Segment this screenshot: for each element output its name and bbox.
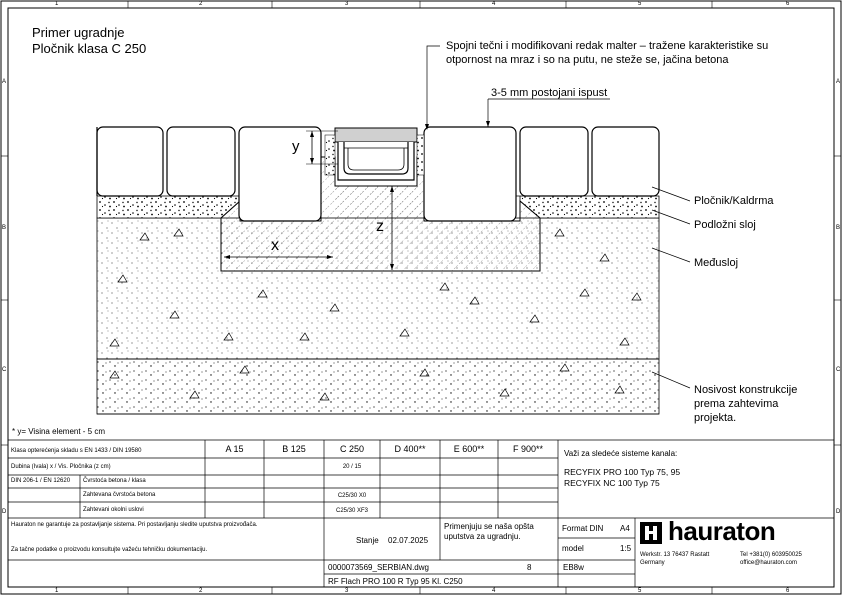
disclaimer-note-1: Hauraton ne garantuje za postavljanje sistema. Pri postavljanju sledite uputstva proizvođača. <box>11 522 258 528</box>
table-exposure-c250: C25/30 XF3 <box>335 508 369 514</box>
primenjuju-note: Primenjuju se naša opšta uputstva za ugradnju. <box>444 522 534 541</box>
table-class-d400: D 400** <box>394 444 426 454</box>
frame-row-label: B <box>2 225 7 231</box>
table-row-strength-label: Zahtevana čvrstoća betona <box>83 492 156 498</box>
title-line-2: Pločnik klasa C 250 <box>32 41 147 56</box>
frame-row-label: B <box>836 225 841 231</box>
table-row-exposure-label: Zahtevani okolni uslovi <box>83 507 144 513</box>
table-class-c250: C 250 <box>339 444 365 454</box>
stanje-value: 02.07.2025 <box>388 536 429 545</box>
table-dimension-c250: 20 / 15 <box>342 464 362 470</box>
frame-row-label: A <box>836 79 841 85</box>
frame-row-label: D <box>836 509 841 515</box>
table-row-din-sub: Čvrstoća betona / klasa <box>83 478 146 484</box>
table-row-load-class-label: Klasa opterećenja skladu s EN 1433 / DIN 19580 <box>11 448 142 454</box>
frame-row-label: C <box>2 367 7 373</box>
legend-bearing-line-2: prema zahtevima <box>694 398 779 410</box>
system-1: RECYFIX PRO 100 Typ 75, 95 <box>564 467 681 477</box>
frame-row-label: C <box>836 367 841 373</box>
frame-col-label: 5 <box>638 588 642 594</box>
frame-col-label: 4 <box>492 1 496 7</box>
table-class-f900: F 900** <box>512 444 544 454</box>
systems-title: Važi za sledeće sisteme kanala: <box>564 449 678 458</box>
company-address: Werkstr. 13 76437 Rastatt Germany <box>640 552 710 566</box>
model-value: 1:5 <box>620 544 632 553</box>
dimension-x-label: x <box>271 237 279 254</box>
frame-col-label: 6 <box>786 1 790 7</box>
legend-intermediate: Međusloj <box>694 257 739 269</box>
frame-row-label: D <box>2 509 7 515</box>
title-line-1: Primer ugradnje <box>32 25 125 40</box>
format-label: Format DIN <box>562 524 604 533</box>
brand-logo-text: hauraton <box>668 516 776 546</box>
disclaimer-note-2: Za tačne podatke o proizvodu konsultujte važeću tehničku dokumentaciju. <box>11 547 208 553</box>
drawing-description: RF Flach PRO 100 R Typ 95 Kl. C250 <box>328 577 463 586</box>
legend-bearing-line-1: Nosivost konstrukcije <box>694 384 798 396</box>
dimension-z-label: z <box>376 218 384 235</box>
drawing-code: EB8w <box>563 563 584 572</box>
table-class-b125: B 125 <box>282 444 306 454</box>
sheet-number: 8 <box>527 563 532 572</box>
frame-col-label: 3 <box>345 588 349 594</box>
hauraton-logo-icon <box>640 522 662 544</box>
company-contact: Tel +381(0) 603950025 office@hauraton.com <box>740 552 802 566</box>
frame-col-label: 6 <box>786 588 790 594</box>
table-row-din-label: DIN 206-1 / EN 12620 <box>11 478 71 484</box>
model-label: model <box>562 544 584 553</box>
mortar-annotation-line-1: Spojni tečni i modifikovani redak malter – tražene karakteristike su <box>446 40 769 52</box>
table-strength-c250: C25/30 X0 <box>337 493 367 499</box>
table-class-e600: E 600** <box>453 444 485 454</box>
legend-paving: Pločnik/Kaldrma <box>694 195 774 207</box>
frame-col-label: 1 <box>55 588 59 594</box>
mortar-annotation-line-2: otpornost na mraz i so na putu, ne steže se, jačina betona <box>446 54 729 66</box>
gap-annotation: 3-5 mm postojani ispust <box>491 87 608 99</box>
system-2: RECYFIX NC 100 Typ 75 <box>564 478 660 488</box>
stanje-label: Stanje <box>356 536 379 545</box>
legend-bedding: Podložni sloj <box>694 219 756 231</box>
table-class-a15: A 15 <box>225 444 244 454</box>
footnote: * y= Visina element - 5 cm <box>12 427 106 436</box>
legend-bearing-line-3: projekta. <box>694 412 737 424</box>
drawing-number: 0000073569_SERBIAN.dwg <box>328 563 429 572</box>
frame-col-label: 5 <box>638 1 642 7</box>
frame-col-label: 3 <box>345 1 349 7</box>
frame-row-label: A <box>2 79 7 85</box>
frame-col-label: 2 <box>199 1 203 7</box>
dimension-y-label: y <box>292 138 300 155</box>
table-row-dimension-label: Dubina (Ivala) x / Vis. Pločnika (z cm) <box>11 464 111 470</box>
frame-col-label: 2 <box>199 588 203 594</box>
format-value: A4 <box>620 524 630 533</box>
frame-col-label: 1 <box>55 1 59 7</box>
frame-col-label: 4 <box>492 588 496 594</box>
